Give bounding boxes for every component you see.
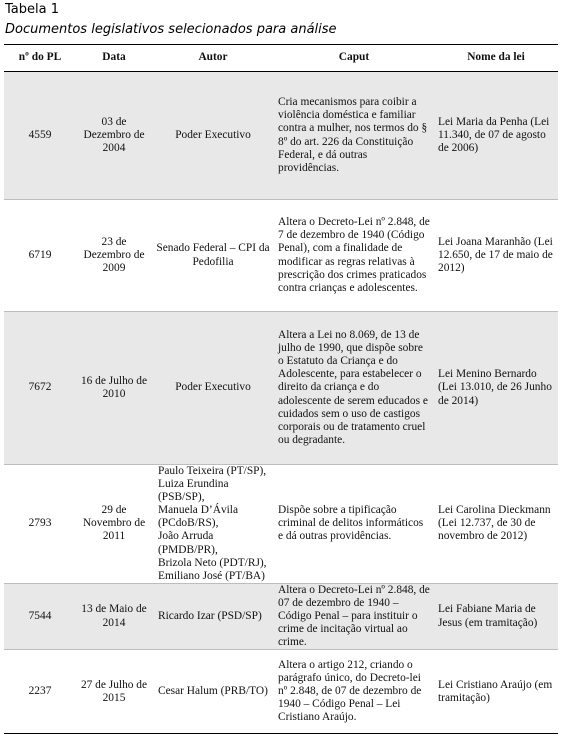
legislative-documents-table [4,44,558,734]
cell-caput: Altera o Decreto-Lei nº 2.848, de 07 de dezembro de 1940 – Código Penal – para instituir o crime de incitação virtual ao crime. [274,583,434,649]
author-line: João Arruda (PMDB/PR), [158,530,218,556]
cell-law-name: Lei Carolina Dieckmann (Lei 12.737, de 30 de novembro de 2012) [434,465,558,584]
cell-caput: Cria mecanismos para coibir a violência doméstica e familiar contra a mulher, nos termos do § 8º do art. 226 da Constituição Federal, e dá outras providências. [274,72,434,200]
author-line: Emiliano José (PT/BA) [158,569,265,582]
cell-caput: Altera a Lei no 8.069, de 13 de julho de 1990, que dispõe sobre o Estatuto da Criança e do Adolescente, para estabelecer o direito da criança e do adolescente de serem educados e cuidados sem o uso de castigos corporais ou de tratamento cruel ou degradante. [274,312,434,465]
cell-author [152,72,274,200]
header-date: Data [76,45,152,72]
cell-author [152,200,274,312]
header-author: Autor [152,45,274,72]
author-line: Manuela D’Ávila (PCdoB/RS), [158,504,239,530]
cell-pl: 7544 [4,583,76,649]
cell-law-name: Lei Menino Bernardo (Lei 13.010, de 26 Junho de 2014) [434,312,558,465]
table-row [4,583,558,649]
table-row [4,465,558,584]
header-row [4,45,558,72]
table-caption: Documentos legislativos selecionados para análise [5,22,337,37]
cell-caput: Dispõe sobre a tipificação criminal de delitos informáticos e dá outras providências. [274,465,434,584]
cell-caput: Altera o artigo 212, criando o parágrafo único, do Decreto-lei nº 2.848, de 07 de dezembro de 1940 – Código Penal – Lei Cristiano Araújo. [274,650,434,734]
cell-pl: 7672 [4,312,76,465]
author-line: Poder Executivo [175,381,251,394]
author-line: Luiza Erundina (PSB/SP), [158,478,229,504]
cell-pl: 2237 [4,650,76,734]
table-row [4,200,558,312]
table-row [4,312,558,465]
cell-caput: Altera o Decreto-Lei nº 2.848, de 7 de dezembro de 1940 (Código Penal), com a finalidade de modificar as regras relativas à prescrição dos crimes praticados contra crianças e adolescentes. [274,200,434,312]
author-line: Brizola Neto (PDT/RJ), [158,556,267,569]
header-pl: nº do PL [4,45,76,72]
cell-pl: 6719 [4,200,76,312]
cell-date: 23 de Dezembro de 2009 [76,200,152,312]
author-line: Paulo Teixeira (PT/SP), [158,465,267,477]
cell-author [152,312,274,465]
cell-date: 13 de Maio de 2014 [76,583,152,649]
cell-author [152,465,274,584]
cell-law-name: Lei Cristiano Araújo (em tramitação) [434,650,558,734]
cell-author [152,650,274,734]
header-caput: Caput [274,45,434,72]
cell-law-name: Lei Fabiane Maria de Jesus (em tramitação) [434,583,558,649]
author-line: Poder Executivo [175,128,251,141]
cell-date: 29 de Novembro de 2011 [76,465,152,584]
author-line: Senado Federal – CPI da Pedofilia [156,242,270,268]
cell-author [152,583,274,649]
author-line: Cesar Halum (PRB/TO) [158,685,268,698]
table-label: Tabela 1 [5,2,59,17]
cell-law-name: Lei Maria da Penha (Lei 11.340, de 07 de agosto de 2006) [434,72,558,200]
cell-law-name: Lei Joana Maranhão (Lei 12.650, de 17 de maio de 2012) [434,200,558,312]
header-law-name: Nome da lei [434,45,558,72]
table-row [4,72,558,200]
cell-date: 27 de Julho de 2015 [76,650,152,734]
cell-date: 16 de Julho de 2010 [76,312,152,465]
table-row [4,650,558,734]
cell-pl: 2793 [4,465,76,584]
cell-date: 03 de Dezembro de 2004 [76,72,152,200]
author-line: Ricardo Izar (PSD/SP) [158,610,262,623]
cell-pl: 4559 [4,72,76,200]
